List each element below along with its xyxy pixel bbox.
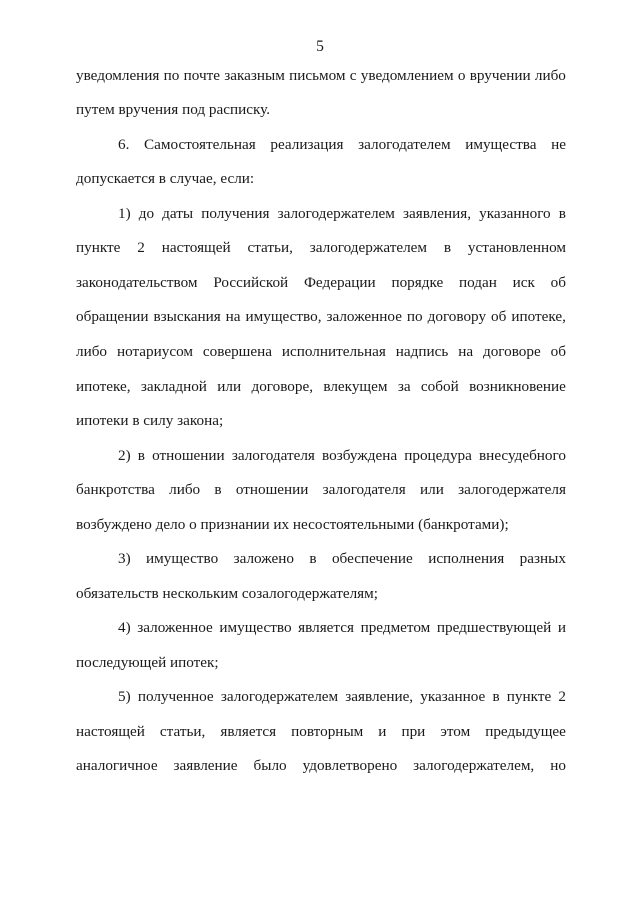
text-word: Российской [213,274,289,291]
text-line [76,307,566,327]
text-word: аналогичное [76,757,158,774]
text-word: договору [427,308,487,325]
text-line: ипотеки в силу закона; [76,412,224,429]
text-word: либо [534,67,566,84]
text-word: 5) [118,688,131,705]
text-line: допускается в случае, если: [76,170,255,187]
text-word: с [349,67,357,84]
text-word: либо [169,481,201,498]
text-line [118,204,566,224]
text-word: нотариусом [116,343,193,360]
text-word: предшествующей [436,619,552,636]
text-word: о [457,67,466,84]
text-word: или [419,481,444,498]
text-word: повторным [291,723,364,740]
text-word: и [557,619,566,636]
text-word: заявление [173,757,238,774]
text-word: пункте [506,688,552,705]
text-word: либо [76,343,108,360]
text-word: процедура [404,447,472,464]
text-line [76,480,566,500]
text-word: но [550,757,566,774]
text-word: исполнительная [281,343,386,360]
text-word: имущество, [245,308,322,325]
text-word: предыдущее [485,723,566,740]
text-word: ипотеке, [511,308,566,325]
text-word: 2 [558,688,566,705]
text-line: возбуждено дело о признании их несостоятельными (банкротами); [76,516,509,533]
text-word: является [298,619,354,636]
text-word: залогодателя [322,481,406,498]
text-word: в [309,550,317,567]
text-word: до [138,205,155,222]
text-word: 3) [118,550,131,567]
text-word: даты [162,205,194,222]
text-word: обеспечение [331,550,413,567]
text-word: влекущем [323,378,388,395]
text-word: разных [519,550,566,567]
text-line [76,722,566,742]
text-word: Федерации [303,274,376,291]
text-word: пункте [76,239,121,256]
text-word: об [550,274,566,291]
text-word: заложено [233,550,295,567]
page-number: 5 [316,38,324,55]
text-word: статьи, [159,723,206,740]
text-word: полученное [137,688,214,705]
text-word: 6. [118,136,130,153]
text-word: залогодержателем [309,239,428,256]
text-word: в [443,239,452,256]
text-word: порядке [391,274,444,291]
text-word: договоре, [251,378,314,395]
text-line [76,377,566,397]
text-word: залогодержателя [458,481,566,498]
text-word: залогодержателем, [413,757,535,774]
text-word: в [492,688,500,705]
text-word: статьи, [247,239,293,256]
text-word: залогодержателем [277,205,395,222]
text-word: в [558,205,566,222]
text-word: письмом [289,67,346,84]
text-word: надпись [395,343,449,360]
text-word: и [378,723,387,740]
text-word: банкротства [76,481,155,498]
text-word: совершена [202,343,272,360]
text-word: настоящей [161,239,231,256]
text-word: установленном [467,239,566,256]
text-word: 2 [137,239,145,256]
text-word: в [214,481,222,498]
text-word: возникновение [469,378,566,395]
text-word: почте [183,67,221,84]
text-word: по [163,67,180,84]
text-word: является [220,723,277,740]
text-word: имущество [219,619,292,636]
text-word: залогодателем [358,136,451,153]
text-word: заказным [224,67,285,84]
text-word: об [491,308,507,325]
text-word: об [550,343,566,360]
text-word: указанное [420,688,486,705]
text-word: Самостоятельная [144,136,256,153]
text-word: удовлетворено [302,757,398,774]
text-word: внесудебного [479,447,566,464]
text-line [118,446,566,466]
text-word: заявления, [402,205,472,222]
text-word: исполнения [428,550,505,567]
text-word: иск [512,274,535,291]
text-line [118,618,566,638]
text-word: не [551,136,566,153]
text-word: залогодержателем [220,688,339,705]
text-word: уведомления [76,67,160,84]
text-word: заложенное [137,619,213,636]
text-line [118,687,566,707]
text-word: реализация [270,136,344,153]
text-word: получения [201,205,270,222]
text-word: было [253,757,287,774]
text-word: возбуждена [322,447,398,464]
text-word: 2) [118,447,131,464]
text-word: закладной [140,378,207,395]
text-word: по [406,308,423,325]
text-word: уведомлением [360,67,454,84]
text-word: при [401,723,426,740]
text-line [76,66,566,86]
text-word: отношении [235,481,309,498]
text-word: этом [440,723,471,740]
text-word: заложенное [326,308,402,325]
text-word: собой [420,378,459,395]
text-line: последующей ипотек; [76,654,219,671]
text-word: имущество [146,550,219,567]
text-word: ипотеке, [76,378,131,395]
text-word: договоре [482,343,541,360]
text-word: вручении [469,67,531,84]
text-word: настоящей [76,723,145,740]
text-line [76,273,566,293]
text-line: путем вручения под расписку. [76,101,270,118]
text-word: имущества [465,136,537,153]
text-word: за [397,378,411,395]
text-word: в [137,447,145,464]
text-word: 4) [118,619,131,636]
text-line [76,238,566,258]
text-word: взыскания [153,308,221,325]
text-word: указанного [479,205,551,222]
text-line [118,135,566,155]
text-word: залогодателя [231,447,315,464]
text-word: 1) [118,205,131,222]
text-word: законодательством [76,274,198,291]
text-word: на [225,308,241,325]
text-word: или [217,378,242,395]
text-line [76,756,566,776]
text-line: обязательств нескольким созалогодержателям; [76,585,378,602]
text-line [76,342,566,362]
text-line [118,549,566,569]
text-word: подан [458,274,497,291]
text-word: на [458,343,474,360]
text-word: обращении [76,308,149,325]
text-word: отношении [152,447,225,464]
text-word: предметом [360,619,431,636]
text-word: заявление, [345,688,414,705]
